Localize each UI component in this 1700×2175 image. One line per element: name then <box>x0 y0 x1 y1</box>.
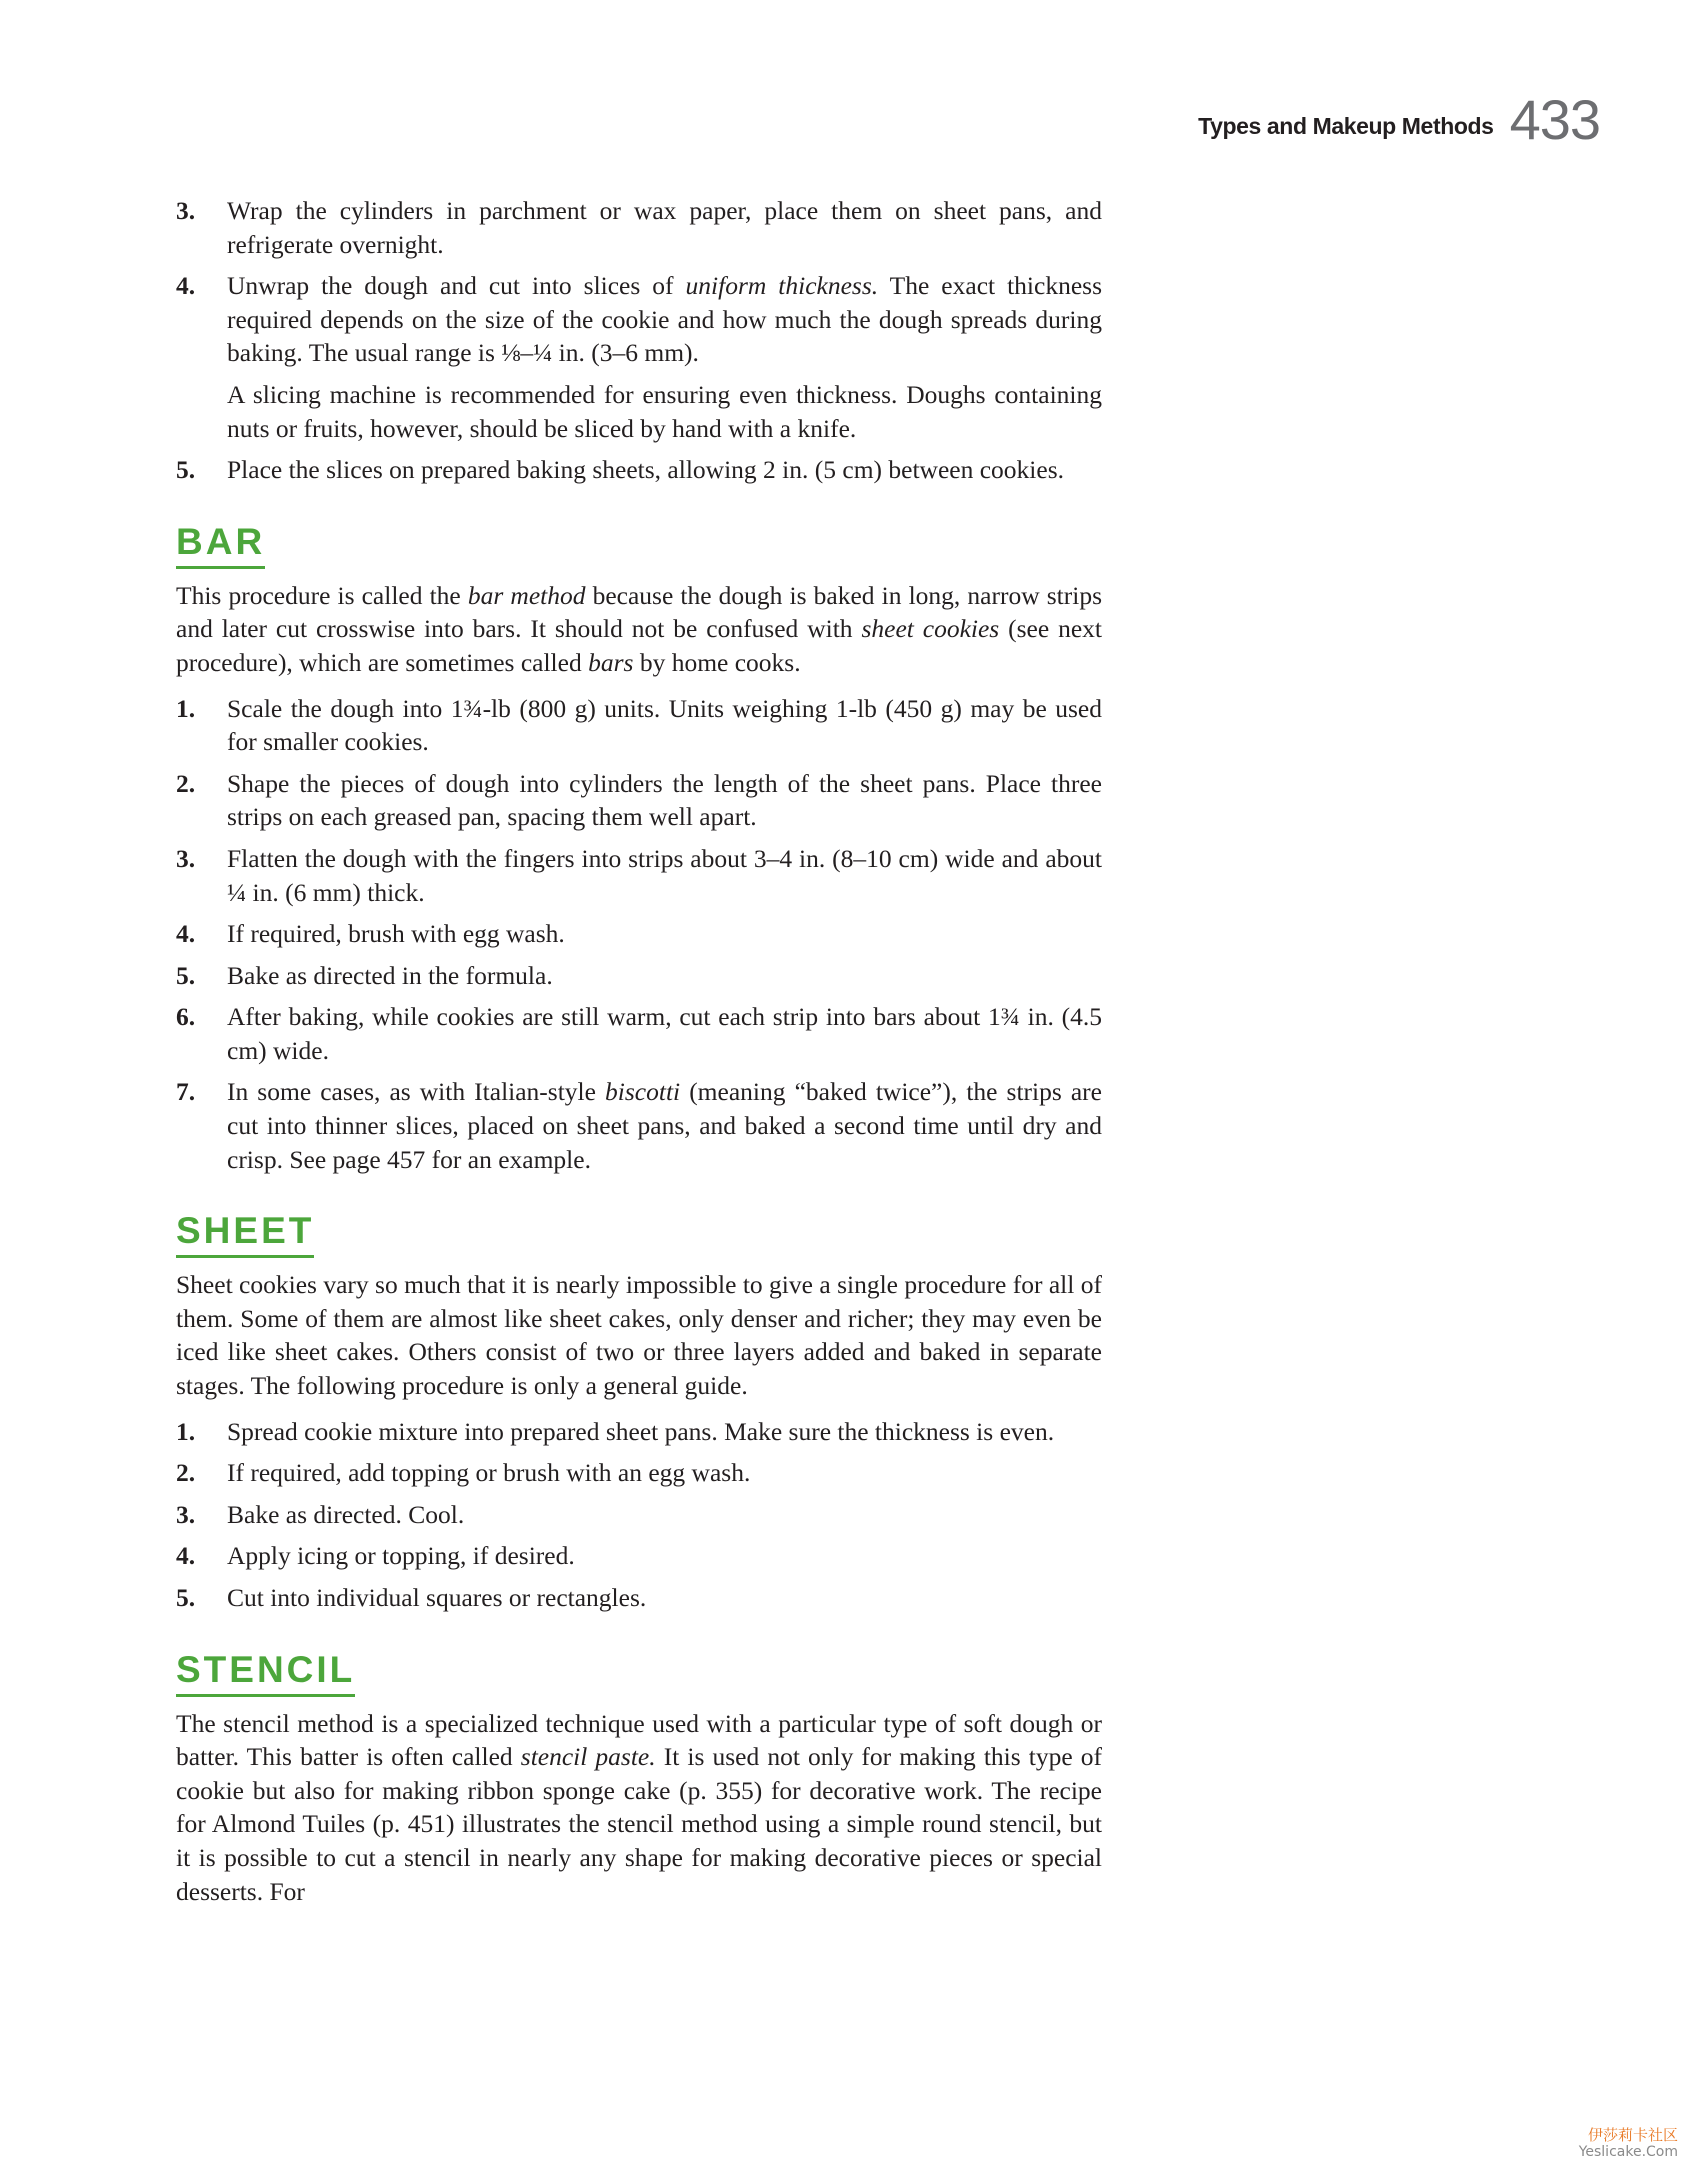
section-heading: STENCIL <box>176 1651 355 1697</box>
section-heading: SHEET <box>176 1212 314 1258</box>
step-text: Shape the pieces of dough into cylinders the length of the sheet pans. Place three strips on each greased pan, spacing them well apart. <box>227 768 1102 832</box>
section-intro: Sheet cookies vary so much that it is nearly impossible to give a single procedure for all of them. Some of them are almost like sheet cakes, only denser and richer; they may even be iced like sheet cakes. Others consist of two or three layers added and baked in separate stages. The following procedure is only a general guide. <box>176 1270 1102 1401</box>
step-text: Apply icing or topping, if desired. <box>227 1541 575 1571</box>
list-item <box>176 194 1102 261</box>
list-item <box>176 1581 1102 1615</box>
section-intro <box>176 1707 1102 1909</box>
step-number: 5. <box>176 960 196 990</box>
text-run: In some cases, as with Italian-style <box>227 1077 606 1107</box>
list-item <box>176 453 1102 487</box>
emphasis-text: sheet cookies <box>861 614 1000 644</box>
step-number: 6. <box>176 1002 196 1032</box>
step-number: 5. <box>176 455 196 485</box>
text-run: It is used not only for making this type of cookie but also for making ribbon sponge cake (p. 355) for decorative work. The recipe for Almond Tuiles (p. 451) illustrates the stencil method using a simple round stencil, but it is possible to cut a stencil in nearly any shape for making decorative pieces or special desserts. For <box>176 1742 1102 1906</box>
list-item <box>176 1498 1102 1532</box>
list-item <box>176 1000 1102 1067</box>
step-text <box>227 269 1102 370</box>
section-bar <box>176 520 1103 1177</box>
text-run: because the dough is baked in long, narrow strips and later cut crosswise into bars. It should not be confused with <box>176 580 1103 644</box>
step-note: A slicing machine is recommended for ensuring even thickness. Doughs containing nuts or fruits, however, should be sliced by hand with a knife. <box>227 379 1102 443</box>
step-text: If required, add topping or brush with an egg wash. <box>227 1458 751 1488</box>
section-intro <box>176 579 1102 680</box>
text-run: Unwrap the dough and cut into slices of <box>227 271 686 301</box>
step-number: 4. <box>176 1541 196 1571</box>
list-item <box>176 269 1102 445</box>
step-text: Wrap the cylinders in parchment or wax paper, place them on sheet pans, and refrigerate overnight. <box>227 196 1102 259</box>
list-item <box>176 1415 1102 1449</box>
list-item <box>176 917 1102 951</box>
step-number: 4. <box>176 271 196 301</box>
list-item <box>176 767 1102 834</box>
step-number: 2. <box>176 768 196 798</box>
step-text: Bake as directed. Cool. <box>227 1499 465 1529</box>
step-text: Flatten the dough with the fingers into strips about 3–4 in. (8–10 cm) wide and about ¼ in. (6 mm) thick. <box>227 843 1102 907</box>
text-run: by home cooks. <box>633 647 801 677</box>
step-number: 4. <box>176 919 196 949</box>
text-run: This procedure is called the <box>176 580 468 610</box>
step-number: 3. <box>176 196 196 225</box>
step-text: Scale the dough into 1¾-lb (800 g) units. Units weighing 1-lb (450 g) may be used for smaller cookies. <box>227 693 1102 757</box>
step-number: 7. <box>176 1077 196 1107</box>
running-title: Types and Makeup Methods <box>1198 113 1494 139</box>
continued-steps-list <box>176 194 1102 487</box>
step-number: 3. <box>176 1499 196 1529</box>
list-item <box>176 1539 1102 1573</box>
page-number: 433 <box>1509 88 1600 151</box>
bar-steps-list <box>176 692 1102 1177</box>
step-text: Bake as directed in the formula. <box>227 960 553 990</box>
site-watermark <box>1579 2126 1678 2161</box>
text-run: The exact thickness required depends on the size of the cookie and how much the dough spreads during baking. The usual range is ⅛–¼ in. (3–6 mm). <box>227 271 1102 368</box>
step-number: 2. <box>176 1458 196 1488</box>
text-run: (meaning “baked twice”), the strips are cut into thinner slices, placed on sheet pans, and baked a second time until dry and crisp. See page 457 for an example. <box>227 1077 1102 1174</box>
step-number: 3. <box>176 843 196 873</box>
step-text: Spread cookie mixture into prepared sheet pans. Make sure the thickness is even. <box>227 1416 1055 1446</box>
list-item <box>176 1075 1102 1176</box>
list-item <box>176 959 1102 993</box>
section-heading: BAR <box>176 523 265 569</box>
sheet-steps-list <box>176 1415 1102 1615</box>
step-text <box>227 1075 1102 1176</box>
step-text: If required, brush with egg wash. <box>227 919 565 949</box>
emphasis-text: uniform thickness. <box>685 271 879 301</box>
section-sheet <box>176 1212 1102 1614</box>
emphasis-text: bar method <box>467 580 586 610</box>
text-run: (see next procedure), which are sometimes called <box>176 614 1102 677</box>
list-item <box>176 1456 1102 1490</box>
emphasis-text: biscotti <box>605 1077 681 1107</box>
section-stencil <box>176 1648 1102 1909</box>
step-number: 1. <box>176 693 196 723</box>
watermark-en: Yeslicake.Com <box>1578 2144 1678 2161</box>
step-number: 1. <box>176 1416 196 1446</box>
watermark-cn: 伊莎莉卡社区 <box>1587 2126 1678 2145</box>
page-body <box>176 194 1102 1920</box>
step-text: Place the slices on prepared baking sheets, allowing 2 in. (5 cm) between cookies. <box>227 455 1064 485</box>
emphasis-text: stencil paste. <box>520 1742 656 1772</box>
emphasis-text: bars <box>588 647 634 677</box>
running-head <box>1198 88 1600 151</box>
step-number: 5. <box>176 1583 196 1612</box>
list-item <box>176 692 1102 759</box>
text-run: The stencil method is a specialized technique used with a particular type of soft dough or batter. This batter is often called <box>176 1708 1102 1772</box>
step-text: After baking, while cookies are still warm, cut each strip into bars about 1¾ in. (4.5 cm) wide. <box>227 1002 1102 1065</box>
step-text: Cut into individual squares or rectangles. <box>227 1583 647 1612</box>
list-item <box>176 842 1102 909</box>
